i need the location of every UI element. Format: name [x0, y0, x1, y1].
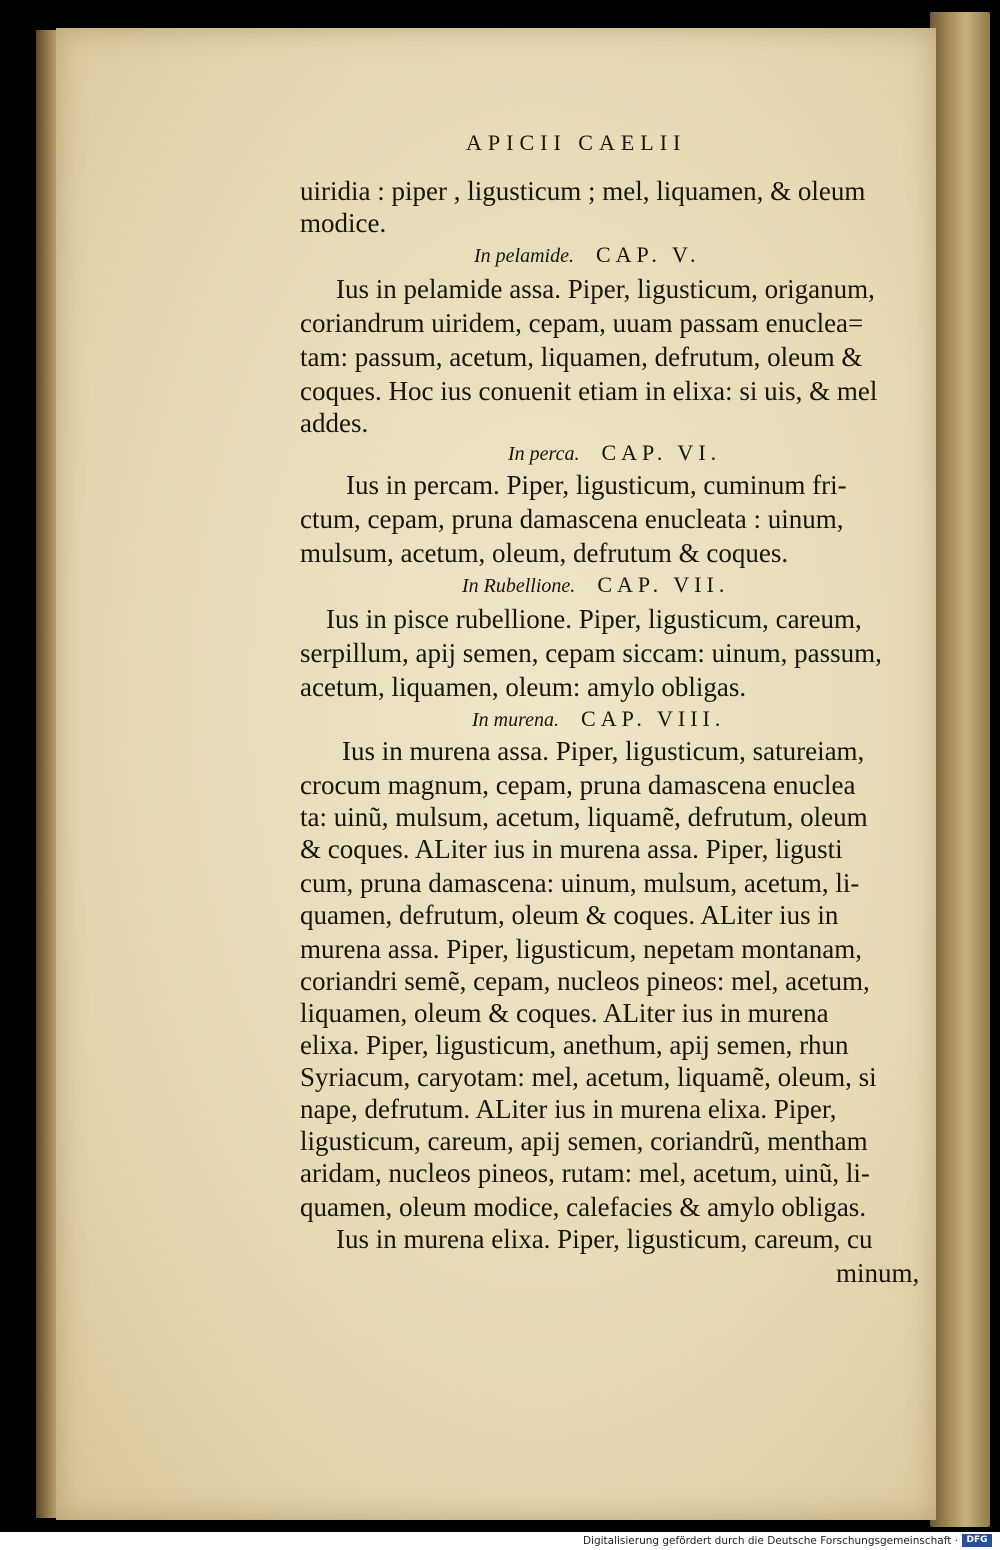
text-line: nape, defrutum. ALiter ius in murena elixa. Piper,: [300, 1094, 837, 1124]
running-head: APICII CAELII: [466, 130, 687, 155]
book-page-edges: [930, 12, 990, 1527]
text-line: addes.: [300, 408, 369, 438]
text-line: elixa. Piper, ligusticum, anethum, apij semen, rhun: [300, 1030, 849, 1060]
text-line: & coques. ALiter ius in murena assa. Piper, ligusti: [300, 834, 843, 864]
text-line: quamen, oleum modice, calefacies & amylo obligas.: [300, 1192, 867, 1222]
text-line: cum, pruna damascena: uinum, mulsum, acetum, li-: [300, 868, 860, 898]
text-line: coriandrum uiridem, cepam, uuam passam enuclea=: [300, 308, 864, 338]
text-line: acetum, liquamen, oleum: amylo obligas.: [300, 672, 747, 702]
text-line: modice.: [300, 208, 387, 238]
book-page: [56, 28, 936, 1520]
chapter-number: CAP. VIII.: [581, 706, 726, 731]
text-line: serpillum, apij semen, cepam siccam: uinum, passum,: [300, 638, 882, 668]
text-line: Ius in percam. Piper, ligusticum, cuminum fri-: [346, 470, 847, 500]
text-line: Ius in pisce rubellione. Piper, ligusticum, careum,: [326, 604, 862, 634]
chapter-marginal: In perca.: [508, 443, 580, 465]
text-line: Syriacum, caryotam: mel, acetum, liquamẽ, oleum, si: [300, 1062, 877, 1092]
text-line: uiridia : piper , ligusticum ; mel, liquamen, & oleum: [300, 176, 866, 206]
text-line: Ius in murena elixa. Piper, ligusticum, careum, cu: [336, 1224, 873, 1254]
text-line: Ius in pelamide assa. Piper, ligusticum, origanum,: [336, 274, 875, 304]
chapter-number: CAP. VI.: [601, 440, 722, 465]
text-line: liquamen, oleum & coques. ALiter ius in murena: [300, 998, 829, 1028]
text-line: ta: uinũ, mulsum, acetum, liquamẽ, defrutum, oleum: [300, 802, 868, 832]
funding-credit: Digitalisierung gefördert durch die Deutsche Forschungsgemeinschaft ·: [582, 1535, 958, 1547]
chapter-heading: [474, 242, 701, 268]
chapter-heading: [508, 440, 721, 466]
chapter-marginal: In murena.: [472, 709, 560, 731]
text-line: tam: passum, acetum, liquamen, defrutum, oleum &: [300, 342, 863, 372]
text-line: ligusticum, careum, apij semen, coriandrũ, mentham: [300, 1126, 868, 1156]
chapter-heading: [462, 572, 729, 598]
dfg-logo: DFG: [962, 1534, 992, 1547]
text-line: ctum, cepam, pruna damascena enucleata : uinum,: [300, 504, 844, 534]
chapter-number: CAP. VII.: [597, 572, 730, 597]
text-line: minum,: [836, 1258, 920, 1288]
text-line: murena assa. Piper, ligusticum, nepetam montanam,: [300, 934, 863, 964]
chapter-heading: [472, 706, 725, 732]
text-line: coques. Hoc ius conuenit etiam in elixa: si uis, & mel: [300, 376, 878, 406]
text-line: aridam, nucleos pineos, rutam: mel, acetum, uinũ, li-: [300, 1158, 870, 1188]
text-line: crocum magnum, cepam, pruna damascena enuclea: [300, 770, 856, 800]
chapter-marginal: In pelamide.: [474, 245, 574, 267]
text-line: quamen, defrutum, oleum & coques. ALiter ius in: [300, 900, 839, 930]
chapter-marginal: In Rubellione.: [462, 575, 576, 597]
text-line: mulsum, acetum, oleum, defrutum & coques.: [300, 538, 789, 568]
text-line: coriandri semẽ, cepam, nucleos pineos: mel, acetum,: [300, 966, 870, 996]
chapter-number: CAP. V.: [595, 242, 701, 267]
text-line: Ius in murena assa. Piper, ligusticum, satureiam,: [342, 736, 865, 766]
